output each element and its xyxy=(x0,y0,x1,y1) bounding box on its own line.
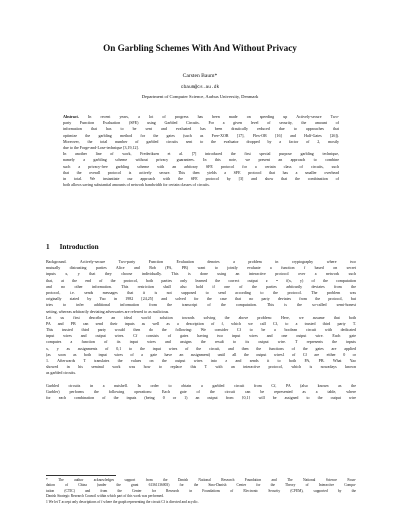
intro-line: mutually distrusting parties Alice and Bob (PA, PB) want to jointly evaluate a function f based on secret xyxy=(46,265,356,271)
intro-line: input wires and output wires. Cf consists of gates having two input wires and one output wire. Each gate xyxy=(46,333,356,339)
footnote-line: * The author acknowledges support from the Danish National Research Foundation and The National Science Foun- xyxy=(46,478,356,482)
intro-line: computes a function of its input wires and assigns the result to its output wire. T represents the inputs xyxy=(46,339,356,345)
intro-line: that, at the end of the protocol, both parties only learned the correct output z = f(x, y) of the computation xyxy=(46,277,356,283)
abstract-line-text: In recent years, a lot of progress has been made on speeding up Actively-secure Two- xyxy=(88,114,339,119)
abstract-line: such a privacy-free garbling scheme with an arbitrary SFE protocol for a certain class of circuits, such xyxy=(63,163,339,169)
abstract-line: due to the Forge-and-Lose-technique [3,19,12]. xyxy=(63,144,139,150)
abstract xyxy=(63,114,339,188)
footnote-line: Danish Strategic Research Council within which part of this work was performed. xyxy=(46,494,164,499)
footnote-rule xyxy=(46,475,116,476)
footnotes xyxy=(46,478,356,505)
intro-line: showed in his seminal work was how to replace this T with an interactive protocol, which is nowadays known xyxy=(46,364,356,370)
paper-title: On Garbling Schemes With And Without Privacy xyxy=(103,43,297,53)
intro-line: originally stated by Yao in 1982 [24,25] and solved for the case that no party deviates from the protocol, but xyxy=(46,296,356,302)
abstract-line: namely a garbling scheme without privacy guarantees. In this note, we present an approach to combine xyxy=(63,157,339,163)
abstract-label: Abstract. xyxy=(63,114,79,119)
footnote-line: dation of China (under the grant 61361136003) for the Sino-Danish Center for the Theory of Interactive Compu- xyxy=(46,483,356,488)
intro-line: Background. Actively-secure Two-party Function Evaluation denotes a problem in cryptography where two xyxy=(46,259,356,264)
intro-line: (as soon as both input wires of a gate have an assignment) until all the output wires1 of Cf are either 0 or xyxy=(46,351,356,357)
nutshell-line: Garbled circuits in a nutshell. In order to obtain a garbled circuit from Cf, PA (also known as the xyxy=(46,383,356,388)
abstract-line: in total. We instantiate our approach with the SFE protocol by [3] and show that the combination of xyxy=(63,175,339,181)
nutshell-line: for each combination of the inputs (being 0 or 1) an output from {0,1} will be assigned to the output wire xyxy=(46,395,356,401)
abstract-line: both allows saving substantial amounts of network bandwidth for certain classes of circuits. xyxy=(63,182,210,188)
intro-line: 1. Afterwards T translates the values on the output wires into z and sends it to both PA, PB. What Yao xyxy=(46,358,356,363)
intro-line: Let us first describe an ideal world solution towards solving the above problem: Here, we assume that both xyxy=(46,314,356,320)
intro-line: setting, whereas arbitrarily deviating adversaries are referred to as malicious. xyxy=(46,308,170,314)
abstract-line: information that has to be sent and evaluated has been drastically reduced due to approaches that xyxy=(63,126,339,132)
footnote-line: tation (CTIC) and from the Center for Research in Foundations of Electronic Security (CFEM), supported by the xyxy=(46,488,356,493)
footnote-line: 1 We let T accept only descriptions of f where the graph representing the circuit Cf is directed and acyclic. xyxy=(46,499,199,504)
intro-paragraphs xyxy=(46,259,356,377)
section-heading xyxy=(46,243,99,251)
abstract-line: Moreover, the total number of garbled circuits sent to the evaluator dropped by a factor of 2, mostly xyxy=(63,138,339,144)
nutshell-line: Garbler) performs the following operations: Each gate of the circuit can be represented as a table, where xyxy=(46,389,356,395)
abstract-line: In another line of work, Frederiksen et al. [7] introduced the first special purpose garbling technique, xyxy=(63,151,339,157)
author-affiliation: Department of Computer Science, Aarhus University, Denmark xyxy=(141,94,259,99)
intro-line: protocol, i.e. sends messages that it is not supposed to send according to the protocol. The problem was xyxy=(46,289,356,295)
intro-line: inputs x, y that they choose individually. This is done using an interactive protocol over a network such xyxy=(46,271,356,277)
intro-line: PA and PB can send their inputs as well as a description of f, which we call Cf, to a trusted third party T. xyxy=(46,320,356,326)
abstract-line: optimize the garbling method for the gates (such as Free-XOR [17], Flex-OR [16] and Half-Gates [26]). xyxy=(63,132,339,138)
section-title: Introduction xyxy=(59,243,99,251)
intro-line: and no other information. This restriction shall also hold if one of the parties arbitrarily deviates from the xyxy=(46,283,356,289)
abstract-line: that the overall protocol is actively secure. This then yields a SFE protocol that has a smaller overhead xyxy=(63,169,339,175)
intro-line: tries to infer additional information from the transcript of the computation. This is the so-called semi-honest xyxy=(46,302,356,308)
abstract-line: party Function Evaluation (SFE) using Garbled Circuits. For a given level of security, the amount of xyxy=(63,120,339,126)
section-number: 1 xyxy=(46,243,50,251)
author-name: Carsten Baum* xyxy=(182,73,218,79)
intro-line: x, y as assignments of 0,1 to the input wires of the circuit, and then the functions of the gates are applied xyxy=(46,345,356,351)
author-email: cbaum@cs.au.dk xyxy=(180,85,220,90)
intro-line: This trusted third party would then do the following: We consider Cf to be a boolean circuit with dedicated xyxy=(46,327,356,333)
nutshell-paragraph xyxy=(46,383,356,402)
intro-line: as garbled circuits. xyxy=(46,370,77,376)
